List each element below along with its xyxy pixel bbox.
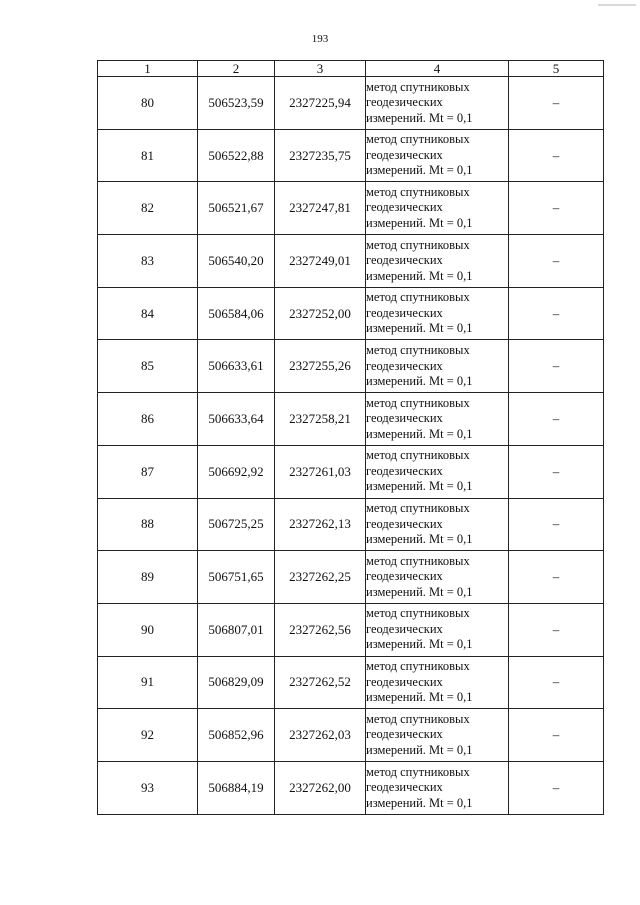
method-line: геодезических [366, 147, 443, 162]
method-line: метод спутниковых [366, 343, 470, 358]
x-coordinate-cell: 506523,59 [198, 77, 275, 130]
method-line: измерений. Mt = 0,1 [366, 215, 473, 230]
method-line: измерений. Mt = 0,1 [366, 110, 473, 125]
y-coordinate-cell: 2327247,81 [275, 182, 366, 235]
x-coordinate-cell: 506584,06 [198, 287, 275, 340]
method-line: измерений. Mt = 0,1 [366, 426, 473, 441]
method-line: геодезических [366, 200, 443, 215]
column-header-2: 2 [198, 61, 275, 77]
note-cell: – [509, 498, 604, 551]
method-line: измерений. Mt = 0,1 [366, 742, 473, 757]
table-row [98, 393, 604, 446]
point-number-cell: 87 [98, 445, 198, 498]
point-number-cell: 80 [98, 77, 198, 130]
note-cell: – [509, 129, 604, 182]
method-line: метод спутниковых [366, 659, 470, 674]
method-line: геодезических [366, 358, 443, 373]
method-cell [366, 393, 509, 446]
x-coordinate-cell: 506522,88 [198, 129, 275, 182]
y-coordinate-cell: 2327262,25 [275, 551, 366, 604]
note-cell: – [509, 235, 604, 288]
point-number-cell: 83 [98, 235, 198, 288]
method-line: метод спутниковых [366, 132, 470, 147]
method-line: геодезических [366, 516, 443, 531]
method-line: измерений. Mt = 0,1 [366, 479, 473, 494]
point-number-cell: 89 [98, 551, 198, 604]
y-coordinate-cell: 2327261,03 [275, 445, 366, 498]
page-number: 193 [311, 33, 329, 45]
method-cell [366, 129, 509, 182]
method-cell [366, 287, 509, 340]
method-line: геодезических [366, 727, 443, 742]
point-number-cell: 90 [98, 603, 198, 656]
column-header-3: 3 [275, 61, 366, 77]
method-line: геодезических [366, 621, 443, 636]
x-coordinate-cell: 506751,65 [198, 551, 275, 604]
x-coordinate-cell: 506540,20 [198, 235, 275, 288]
point-number-cell: 92 [98, 709, 198, 762]
note-cell: – [509, 445, 604, 498]
method-cell [366, 656, 509, 709]
method-cell [366, 551, 509, 604]
y-coordinate-cell: 2327225,94 [275, 77, 366, 130]
method-line: метод спутниковых [366, 395, 470, 410]
column-header-1: 1 [98, 61, 198, 77]
table-row [98, 551, 604, 604]
method-line: измерений. Mt = 0,1 [366, 374, 473, 389]
method-line: измерений. Mt = 0,1 [366, 795, 473, 810]
method-line: измерений. Mt = 0,1 [366, 163, 473, 178]
point-number-cell: 85 [98, 340, 198, 393]
x-coordinate-cell: 506692,92 [198, 445, 275, 498]
note-cell: – [509, 551, 604, 604]
y-coordinate-cell: 2327252,00 [275, 287, 366, 340]
table-header-row [98, 61, 604, 77]
table-row [98, 182, 604, 235]
table-row [98, 287, 604, 340]
point-number-cell: 93 [98, 761, 198, 814]
y-coordinate-cell: 2327255,26 [275, 340, 366, 393]
point-number-cell: 84 [98, 287, 198, 340]
method-line: геодезических [366, 674, 443, 689]
y-coordinate-cell: 2327262,00 [275, 761, 366, 814]
x-coordinate-cell: 506521,67 [198, 182, 275, 235]
method-cell [366, 340, 509, 393]
point-number-cell: 91 [98, 656, 198, 709]
method-line: геодезических [366, 411, 443, 426]
method-line: метод спутниковых [366, 79, 470, 94]
x-coordinate-cell: 506633,61 [198, 340, 275, 393]
note-cell: – [509, 656, 604, 709]
method-cell [366, 182, 509, 235]
x-coordinate-cell: 506633,64 [198, 393, 275, 446]
table-row [98, 603, 604, 656]
method-line: геодезических [366, 305, 443, 320]
method-line: метод спутниковых [366, 237, 470, 252]
method-line: измерений. Mt = 0,1 [366, 532, 473, 547]
method-cell [366, 235, 509, 288]
table-row [98, 445, 604, 498]
method-line: измерений. Mt = 0,1 [366, 637, 473, 652]
method-line: метод спутниковых [366, 711, 470, 726]
method-line: метод спутниковых [366, 606, 470, 621]
y-coordinate-cell: 2327262,52 [275, 656, 366, 709]
method-line: метод спутниковых [366, 501, 470, 516]
point-number-cell: 82 [98, 182, 198, 235]
y-coordinate-cell: 2327249,01 [275, 235, 366, 288]
y-coordinate-cell: 2327258,21 [275, 393, 366, 446]
x-coordinate-cell: 506725,25 [198, 498, 275, 551]
table-row [98, 656, 604, 709]
note-cell: – [509, 77, 604, 130]
coordinates-table [97, 60, 604, 815]
y-coordinate-cell: 2327262,03 [275, 709, 366, 762]
table-row [98, 709, 604, 762]
x-coordinate-cell: 506852,96 [198, 709, 275, 762]
column-header-4: 4 [366, 61, 509, 77]
table-row [98, 761, 604, 814]
method-cell [366, 603, 509, 656]
x-coordinate-cell: 506829,09 [198, 656, 275, 709]
method-cell [366, 77, 509, 130]
y-coordinate-cell: 2327262,56 [275, 603, 366, 656]
method-line: метод спутниковых [366, 290, 470, 305]
method-cell [366, 445, 509, 498]
method-line: геодезических [366, 95, 443, 110]
table-row [98, 129, 604, 182]
method-line: геодезических [366, 780, 443, 795]
method-cell [366, 498, 509, 551]
point-number-cell: 81 [98, 129, 198, 182]
scan-edge-mark [598, 4, 636, 6]
note-cell: – [509, 761, 604, 814]
note-cell: – [509, 393, 604, 446]
method-line: метод спутниковых [366, 553, 470, 568]
table-row [98, 77, 604, 130]
column-header-5: 5 [509, 61, 604, 77]
note-cell: – [509, 182, 604, 235]
point-number-cell: 86 [98, 393, 198, 446]
method-line: измерений. Mt = 0,1 [366, 321, 473, 336]
y-coordinate-cell: 2327262,13 [275, 498, 366, 551]
method-cell [366, 761, 509, 814]
method-line: метод спутниковых [366, 184, 470, 199]
table-row [98, 498, 604, 551]
x-coordinate-cell: 506884,19 [198, 761, 275, 814]
table-row [98, 340, 604, 393]
table-body [98, 77, 604, 815]
note-cell: – [509, 603, 604, 656]
method-line: геодезических [366, 569, 443, 584]
method-line: геодезических [366, 463, 443, 478]
method-line: измерений. Mt = 0,1 [366, 690, 473, 705]
method-line: геодезических [366, 253, 443, 268]
method-line: измерений. Mt = 0,1 [366, 584, 473, 599]
point-number-cell: 88 [98, 498, 198, 551]
method-line: метод спутниковых [366, 764, 470, 779]
y-coordinate-cell: 2327235,75 [275, 129, 366, 182]
method-cell [366, 709, 509, 762]
x-coordinate-cell: 506807,01 [198, 603, 275, 656]
note-cell: – [509, 709, 604, 762]
table-row [98, 235, 604, 288]
method-line: измерений. Mt = 0,1 [366, 268, 473, 283]
method-line: метод спутниковых [366, 448, 470, 463]
note-cell: – [509, 287, 604, 340]
note-cell: – [509, 340, 604, 393]
